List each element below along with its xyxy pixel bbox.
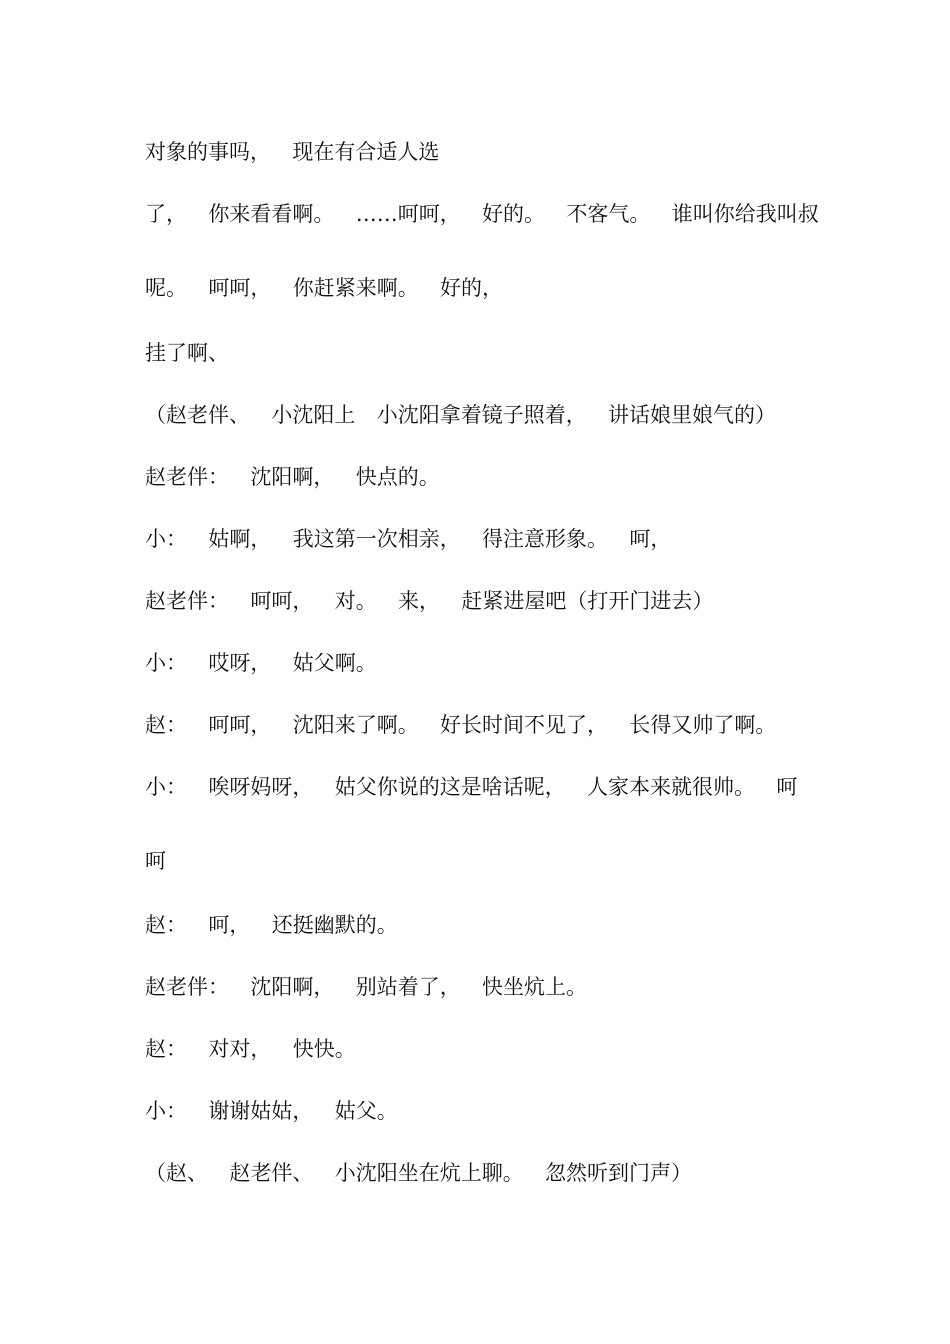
dialogue-line: 小： 唉呀妈呀， 姑父你说的这是啥话呢， 人家本来就很帅。 呵 <box>145 775 798 799</box>
dialogue-line: 赵： 对对， 快快。 <box>145 1037 356 1061</box>
stage-direction: （赵、 赵老伴、 小沈阳坐在炕上聊。 忽然听到门声） <box>145 1161 693 1185</box>
text-line: 呢。 呵呵， 你赶紧来啊。 好的， <box>145 276 504 300</box>
dialogue-line: 赵： 呵呵， 沈阳来了啊。 好长时间不见了， 长得又帅了啊。 <box>145 713 777 737</box>
dialogue-line: 小： 哎呀， 姑父啊。 <box>145 651 377 675</box>
stage-direction: （赵老伴、 小沈阳上 小沈阳拿着镜子照着， 讲话娘里娘气的） <box>145 403 777 427</box>
dialogue-line: 呵 <box>145 849 166 873</box>
dialogue-line: 赵老伴： 沈阳啊， 快点的。 <box>145 465 440 489</box>
dialogue-line: 赵老伴： 呵呵， 对。 来， 赶紧进屋吧（打开门进去） <box>145 589 714 613</box>
dialogue-line: 小： 谢谢姑姑， 姑父。 <box>145 1099 398 1123</box>
text-line: 对象的事吗， 现在有合适人选 <box>145 140 440 164</box>
dialogue-line: 赵老伴： 沈阳啊， 别站着了， 快坐炕上。 <box>145 975 588 999</box>
dialogue-line: 小： 姑啊， 我这第一次相亲， 得注意形象。 呵， <box>145 527 672 551</box>
dialogue-line: 赵： 呵， 还挺幽默的。 <box>145 913 398 937</box>
text-line: 挂了啊、 <box>145 341 229 365</box>
text-line: 了， 你来看看啊。 ……呵呵， 好的。 不客气。 谁叫你给我叫叔 <box>145 202 819 226</box>
